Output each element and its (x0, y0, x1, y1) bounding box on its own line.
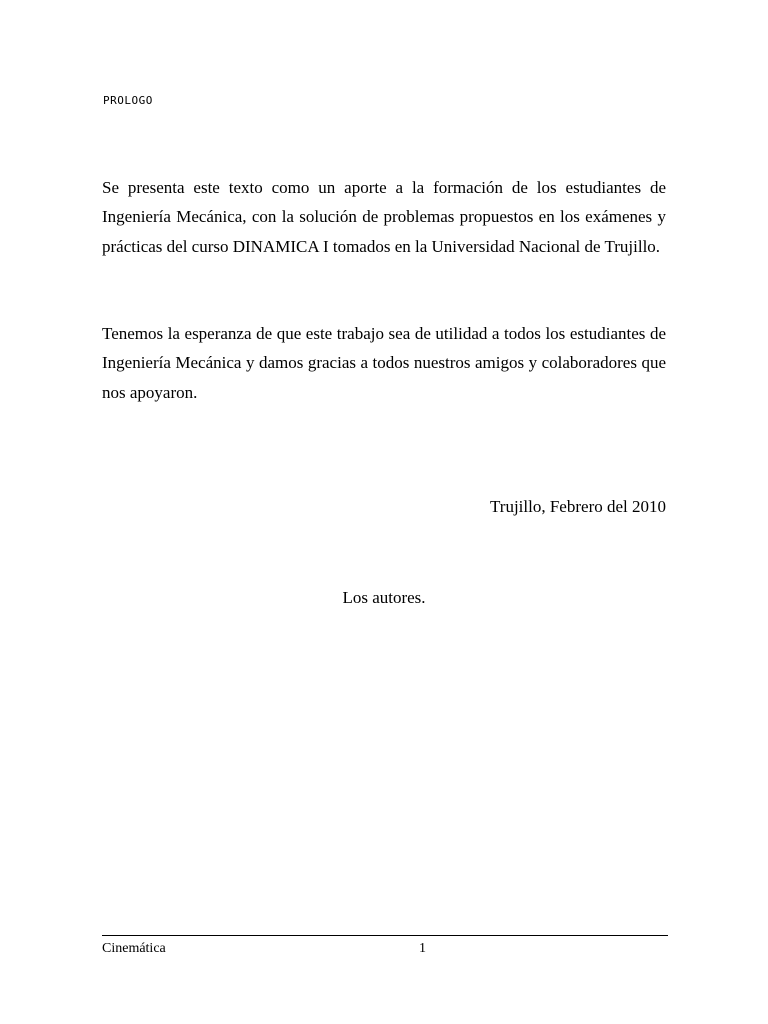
page-heading: PROLOGO (103, 94, 153, 107)
page-number: 1 (419, 941, 426, 956)
paragraph-intro: Se presenta este texto como un aporte a la formación de los estudiantes de Ingeniería Mecánica, con la solución de problemas propuestos en los exámenes y prácticas del curso DINAMICA I tomados en la Universidad Nacional de Trujillo. (102, 178, 666, 256)
place-date: Trujillo, Febrero del 2010 (490, 497, 666, 516)
paragraph-thanks: Tenemos la esperanza de que este trabajo sea de utilidad a todos los estudiantes de Ingeniería Mecánica y damos gracias a todos nuestros amigos y colaboradores que nos apoyaron. (102, 324, 666, 402)
footer-divider (102, 935, 668, 936)
authors-signature: Los autores. (342, 588, 426, 607)
footer-section-title: Cinemática (102, 941, 166, 956)
